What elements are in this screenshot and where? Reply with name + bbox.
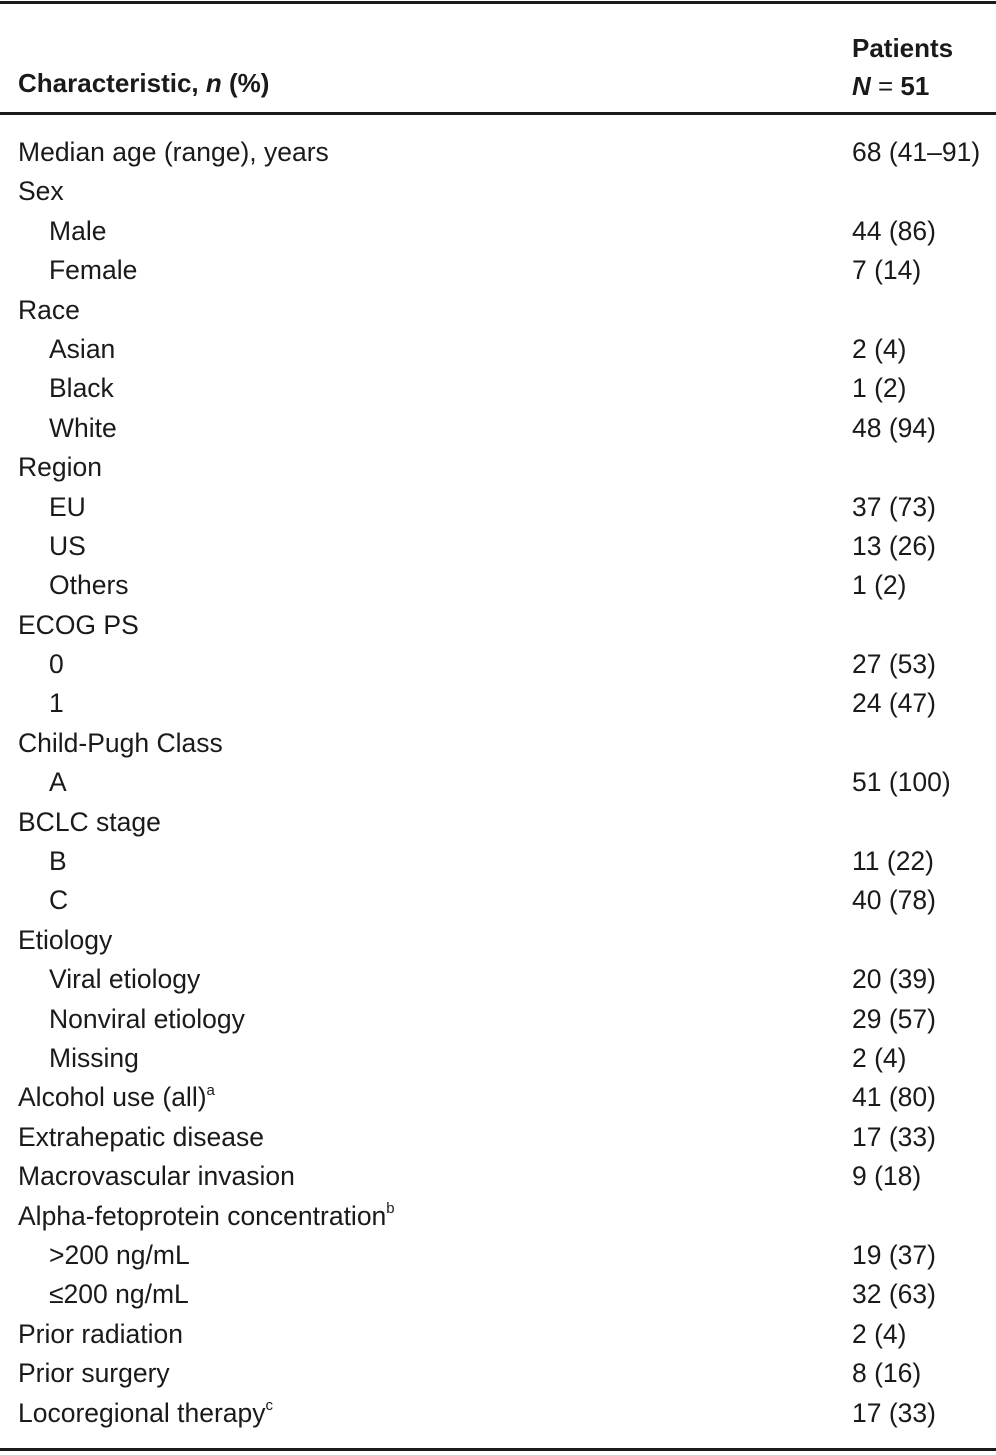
table-row bbox=[0, 133, 996, 172]
row-label-text: Region bbox=[18, 452, 102, 483]
table-row bbox=[0, 684, 996, 723]
row-label-text: Etiology bbox=[18, 924, 113, 955]
header-n-italic: n bbox=[205, 68, 222, 98]
row-value: 68 (41–91) bbox=[852, 137, 981, 167]
footnote-marker: c bbox=[265, 1396, 274, 1414]
header-n-symbol: N bbox=[852, 71, 871, 101]
row-label-text: Prior radiation bbox=[18, 1318, 183, 1349]
row-label bbox=[18, 610, 139, 641]
header-n-total bbox=[852, 67, 953, 105]
row-label bbox=[18, 452, 102, 483]
header-n-value: 51 bbox=[900, 71, 930, 101]
row-value: 40 (78) bbox=[852, 885, 936, 916]
footnote-marker: b bbox=[386, 1199, 395, 1217]
table-row bbox=[0, 1157, 996, 1196]
table-row bbox=[0, 1315, 996, 1354]
header-percent-text: (%) bbox=[221, 68, 270, 98]
row-label-text: Others bbox=[49, 570, 129, 601]
row-label-text: US bbox=[49, 530, 86, 561]
row-value: 9 (18) bbox=[852, 1161, 922, 1192]
row-value: 51 (100) bbox=[852, 767, 951, 798]
row-label-text: Prior surgery bbox=[18, 1358, 170, 1389]
row-value: 17 (33) bbox=[852, 1397, 936, 1428]
table-row bbox=[0, 251, 996, 290]
row-value: 2 (4) bbox=[852, 1042, 907, 1073]
table-row bbox=[0, 842, 996, 881]
column-header-characteristic bbox=[18, 68, 269, 99]
table-row bbox=[0, 172, 996, 211]
table-row bbox=[0, 1236, 996, 1275]
row-label-text: EU bbox=[49, 491, 86, 522]
table-row bbox=[0, 488, 996, 527]
row-label-text: Black bbox=[49, 373, 114, 404]
row-value: 2 (4) bbox=[852, 1318, 907, 1349]
header-patients-label: Patients bbox=[852, 33, 954, 63]
table-row bbox=[0, 1394, 996, 1433]
row-value: 8 (16) bbox=[852, 1358, 922, 1389]
row-label bbox=[49, 964, 200, 995]
table-row bbox=[0, 527, 996, 566]
row-label bbox=[18, 295, 80, 326]
row-label bbox=[49, 492, 86, 523]
row-label bbox=[18, 925, 112, 956]
row-label bbox=[49, 688, 64, 719]
row-label bbox=[18, 1201, 395, 1232]
header-n-equals: = bbox=[870, 71, 901, 101]
table-row bbox=[0, 724, 996, 763]
row-label bbox=[18, 1319, 183, 1350]
row-label-text: Asian bbox=[49, 333, 116, 364]
row-label bbox=[49, 649, 64, 680]
row-label-text: C bbox=[49, 885, 69, 916]
row-value: 48 (94) bbox=[852, 412, 936, 443]
row-label bbox=[49, 1240, 190, 1271]
row-label-text: Missing bbox=[49, 1042, 139, 1073]
row-label bbox=[49, 1004, 245, 1035]
row-label-text: ≤200 ng/mL bbox=[49, 1279, 189, 1310]
row-value: 27 (53) bbox=[852, 649, 936, 680]
table-row bbox=[0, 1118, 996, 1157]
table-bottom-rule bbox=[0, 1448, 996, 1451]
table-row bbox=[0, 409, 996, 448]
table-row bbox=[0, 1078, 996, 1117]
row-label bbox=[49, 334, 115, 365]
row-label bbox=[49, 373, 114, 404]
row-label bbox=[49, 255, 137, 286]
row-label bbox=[49, 413, 117, 444]
row-label-text: Sex bbox=[18, 176, 64, 207]
table-row bbox=[0, 1275, 996, 1314]
table-row bbox=[0, 803, 996, 842]
table-row bbox=[0, 1039, 996, 1078]
row-value: 19 (37) bbox=[852, 1239, 936, 1270]
row-label-text: Nonviral etiology bbox=[49, 1003, 245, 1034]
row-label-text: 1 bbox=[49, 688, 64, 719]
row-label-text: White bbox=[49, 412, 117, 443]
row-label bbox=[18, 176, 64, 207]
row-value: 20 (39) bbox=[852, 964, 936, 995]
row-label-text: A bbox=[49, 767, 67, 798]
table-row bbox=[0, 763, 996, 802]
row-label-text: BCLC stage bbox=[18, 806, 161, 837]
table-row bbox=[0, 960, 996, 999]
row-value: 32 (63) bbox=[852, 1279, 936, 1310]
row-label-text: ECOG PS bbox=[18, 609, 139, 640]
row-value: 1 (2) bbox=[852, 570, 907, 601]
table-row bbox=[0, 1197, 996, 1236]
row-label bbox=[18, 137, 329, 168]
table-row bbox=[0, 369, 996, 408]
table-body bbox=[0, 133, 996, 1433]
row-label-text: Male bbox=[49, 215, 107, 246]
row-value: 2 (4) bbox=[852, 333, 907, 364]
row-label bbox=[18, 807, 161, 838]
table-row bbox=[0, 330, 996, 369]
header-characteristic-text: Characteristic, bbox=[18, 68, 206, 98]
table-row bbox=[0, 1354, 996, 1393]
row-label bbox=[49, 767, 67, 798]
table-row bbox=[0, 448, 996, 487]
row-value: 44 (86) bbox=[852, 215, 936, 246]
row-value: 37 (73) bbox=[852, 491, 936, 522]
row-label bbox=[18, 1161, 295, 1192]
row-label-text: Median age (range), years bbox=[18, 137, 329, 167]
row-label-text: Viral etiology bbox=[49, 964, 201, 995]
table-row bbox=[0, 606, 996, 645]
row-value: 1 (2) bbox=[852, 373, 907, 404]
footnote-marker: a bbox=[206, 1081, 215, 1099]
row-label bbox=[18, 1122, 264, 1153]
row-label-text: Alcohol use (all) bbox=[18, 1082, 207, 1113]
row-label bbox=[49, 846, 67, 877]
row-value: 29 (57) bbox=[852, 1003, 936, 1034]
row-label bbox=[49, 885, 68, 916]
row-label bbox=[18, 1082, 215, 1113]
table-row bbox=[0, 566, 996, 605]
row-value: 24 (47) bbox=[852, 688, 936, 719]
row-label-text: Alpha-fetoprotein concentration bbox=[18, 1200, 387, 1231]
table-row bbox=[0, 645, 996, 684]
row-label-text: Macrovascular invasion bbox=[18, 1161, 295, 1192]
row-label-text: Extrahepatic disease bbox=[18, 1121, 265, 1152]
row-label bbox=[18, 728, 223, 759]
row-label-text: Race bbox=[18, 294, 80, 325]
table-row bbox=[0, 1000, 996, 1039]
column-header-patients bbox=[852, 29, 953, 105]
row-label bbox=[49, 531, 86, 562]
row-value: 41 (80) bbox=[852, 1082, 936, 1113]
row-label bbox=[49, 570, 129, 601]
row-label bbox=[18, 1398, 273, 1429]
row-label bbox=[18, 1358, 170, 1389]
row-label bbox=[49, 1043, 139, 1074]
table-row bbox=[0, 881, 996, 920]
row-label bbox=[49, 216, 106, 247]
row-label bbox=[49, 1279, 189, 1310]
table-row bbox=[0, 921, 996, 960]
row-label-text: 0 bbox=[49, 649, 64, 680]
row-label-text: B bbox=[49, 846, 67, 877]
row-label-text: >200 ng/mL bbox=[49, 1239, 190, 1270]
row-label-text: Locoregional therapy bbox=[18, 1397, 266, 1428]
table-header-rule bbox=[0, 112, 996, 115]
row-value: 13 (26) bbox=[852, 530, 936, 561]
row-value: 17 (33) bbox=[852, 1121, 936, 1152]
table-row bbox=[0, 291, 996, 330]
row-value: 7 (14) bbox=[852, 255, 922, 286]
row-label-text: Child-Pugh Class bbox=[18, 727, 223, 758]
table-top-rule bbox=[0, 1, 996, 4]
row-label-text: Female bbox=[49, 255, 138, 286]
table-row bbox=[0, 212, 996, 251]
row-value: 11 (22) bbox=[852, 846, 934, 877]
